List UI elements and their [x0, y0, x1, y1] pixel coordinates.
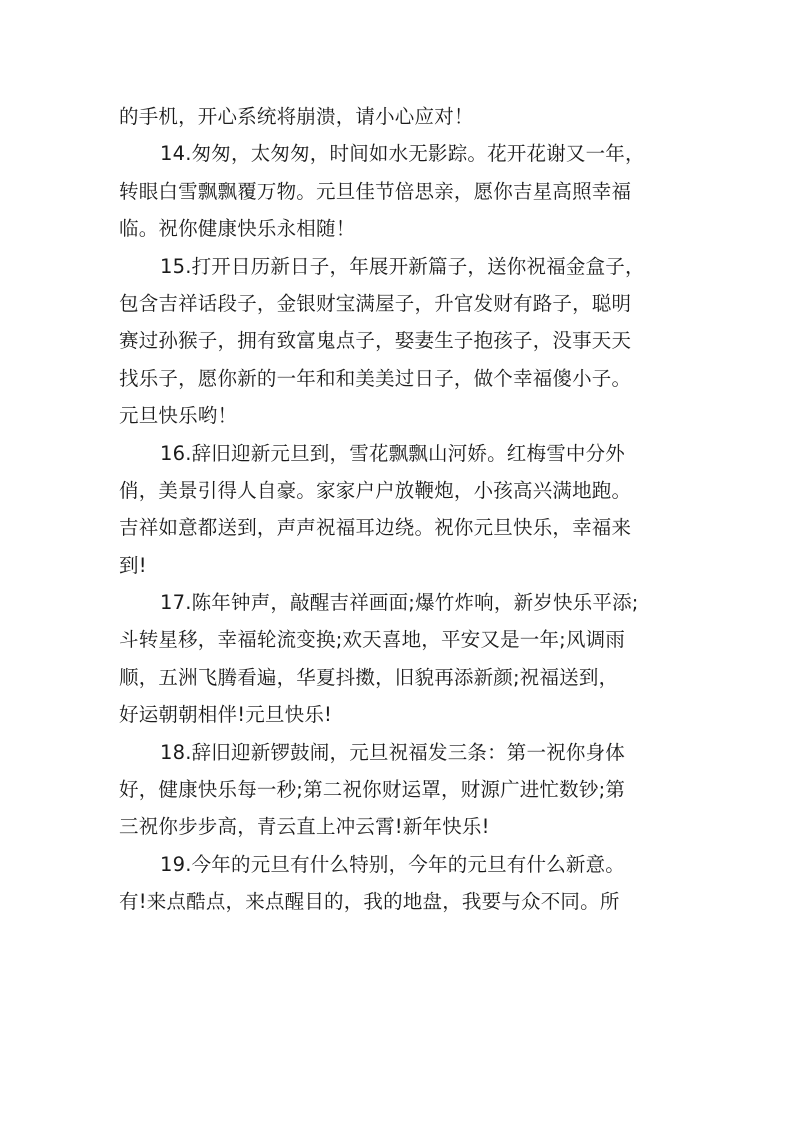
text-line: 找乐子，愿你新的一年和和美美过日子，做个幸福傻小子。 — [119, 366, 632, 390]
text-line: 好，健康快乐每一秒;第二祝你财运罩，财源广进忙数钞;第 — [119, 778, 626, 802]
paragraph-16-start: 16.辞旧迎新元旦到，雪花飘飘山河娇。红梅雪中分外 — [160, 441, 626, 465]
text-line: 转眼白雪飘飘覆万物。元旦佳节倍思亲，愿你吉星高照幸福 — [119, 179, 632, 203]
paragraph-17-start: 17.陈年钟声，敲醒吉祥画面;爆竹炸响，新岁快乐平添; — [160, 591, 639, 615]
paragraph-15-start: 15.打开日历新日子，年展开新篇子，送你祝福金盒子， — [160, 254, 645, 278]
text-line: 好运朝朝相伴!元旦快乐! — [119, 703, 333, 727]
text-line: 有!来点酷点，来点醒目的，我的地盘，我要与众不同。所 — [119, 890, 620, 914]
text-line: 三祝你步步高，青云直上冲云霄!新年快乐! — [119, 815, 490, 839]
text-line: 包含吉祥话段子，金银财宝满屋子，升官发财有路子，聪明 — [119, 291, 632, 315]
text-line: 俏，美景引得人自豪。家家户户放鞭炮，小孩高兴满地跑。 — [119, 478, 632, 502]
text-line: 的手机，开心系统将崩溃，请小心应对！ — [119, 105, 474, 128]
document-body — [119, 98, 679, 921]
text-line: 顺，五洲飞腾看遍，华夏抖擞，旧貌再添新颜;祝福送到， — [119, 665, 619, 689]
text-line: 赛过孙猴子，拥有致富鬼点子，娶妻生子抱孩子，没事天天 — [119, 329, 632, 353]
paragraph-18-start: 18.辞旧迎新锣鼓闹，元旦祝福发三条：第一祝你身体 — [160, 740, 626, 764]
text-line: 临。祝你健康快乐永相随！ — [119, 217, 356, 241]
text-line: 斗转星移，幸福轮流变换;欢天喜地，平安又是一年;风调雨 — [119, 628, 626, 652]
text-line: 元旦快乐哟！ — [119, 404, 238, 428]
text-line: 到! — [119, 553, 147, 577]
text-line: 吉祥如意都送到，声声祝福耳边绕。祝你元旦快乐，幸福来 — [119, 516, 632, 540]
paragraph-19-start: 19.今年的元旦有什么特别，今年的元旦有什么新意。 — [160, 852, 626, 876]
paragraph-14-start: 14.匆匆，太匆匆，时间如水无影踪。花开花谢又一年， — [160, 142, 645, 166]
